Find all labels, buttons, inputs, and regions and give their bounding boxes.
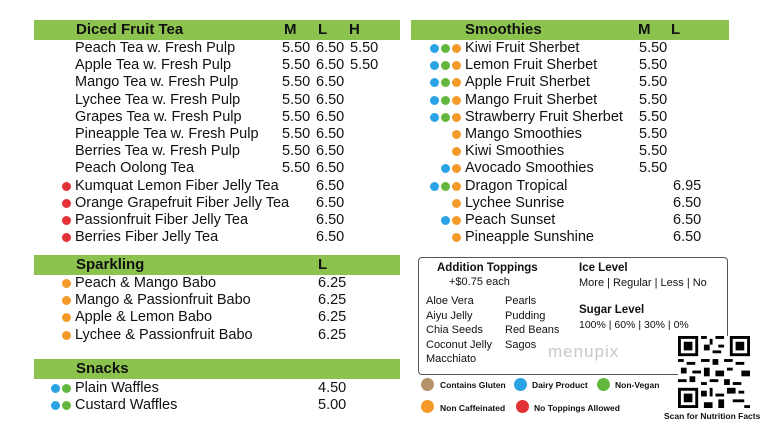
menu-item <box>465 74 725 91</box>
section-title: Smoothies <box>465 21 542 38</box>
legend-non-vegan: Non-Vegan <box>615 380 660 390</box>
diet-markers <box>430 96 463 105</box>
item-name: Lychee Sunrise <box>465 194 565 211</box>
dairy-dot <box>430 182 439 191</box>
menu-item <box>75 397 395 414</box>
toppings-list-1 <box>426 294 492 367</box>
non-vegan-dot <box>62 384 71 393</box>
gluten-legend-dot <box>421 378 434 391</box>
non-vegan-dot <box>441 182 450 191</box>
ice-level-title: Ice Level <box>579 262 628 274</box>
dairy-dot <box>430 96 439 105</box>
menu-item <box>75 292 395 309</box>
menu-item <box>465 229 725 246</box>
diet-markers <box>62 313 73 322</box>
price-m: 5.50 <box>639 91 668 108</box>
non-vegan-dot <box>441 61 450 70</box>
non-caffeinated-dot <box>62 331 71 340</box>
item-name: Kiwi Fruit Sherbet <box>465 40 580 56</box>
price-l: 6.50 <box>316 194 345 211</box>
non-caffeinated-dot <box>452 113 461 122</box>
topping-item: Macchiato <box>426 353 477 365</box>
diet-markers <box>441 164 463 173</box>
non-caffeinated-dot <box>452 233 461 242</box>
non-vegan-dot <box>441 44 450 53</box>
item-name: Kiwi Smoothies <box>465 143 565 160</box>
diet-markers <box>62 331 73 340</box>
non-caffeinated-legend-dot <box>421 400 434 413</box>
col-m: M <box>284 21 297 38</box>
legend-gluten: Contains Gluten <box>440 380 506 390</box>
price-l: 6.50 <box>316 160 345 177</box>
item-name: Lemon Fruit Sherbet <box>465 57 598 74</box>
item-name: Mango Tea w. Fresh Pulp <box>75 74 239 91</box>
topping-item: Pudding <box>505 309 546 322</box>
item-name: Peach Oolong Tea <box>75 160 195 177</box>
non-caffeinated-dot <box>452 216 461 225</box>
price-l: 6.50 <box>316 126 345 142</box>
topping-item: Red Beans <box>505 324 560 336</box>
col-h: H <box>349 21 360 38</box>
menu-item <box>75 143 395 160</box>
price-m: 5.50 <box>639 143 668 160</box>
price-l: 6.50 <box>316 40 345 56</box>
col-l: L <box>671 21 681 38</box>
dairy-dot <box>430 113 439 122</box>
dairy-dot <box>51 384 60 393</box>
price-l: 6.50 <box>673 194 702 211</box>
menu-item <box>75 126 395 143</box>
item-name: Apple & Lemon Babo <box>75 309 213 326</box>
price-m: 5.50 <box>282 126 311 142</box>
smoothies-header <box>411 20 729 40</box>
diet-markers <box>62 233 73 242</box>
price-l: 6.50 <box>316 143 345 160</box>
dairy-dot <box>430 78 439 87</box>
diet-markers <box>430 61 463 70</box>
item-name: Avocado Smoothies <box>465 160 594 177</box>
item-name: Mango Fruit Sherbet <box>465 91 598 108</box>
col-m: M <box>638 21 651 38</box>
menu-item <box>465 109 725 126</box>
menu-item <box>75 92 395 109</box>
price-m: 5.50 <box>639 57 668 74</box>
topping-item: Sagos <box>505 338 537 351</box>
price-l: 6.50 <box>673 229 702 246</box>
diet-markers <box>62 296 73 305</box>
diet-markers <box>62 199 73 208</box>
dairy-legend-dot <box>514 378 527 391</box>
price-l: 6.25 <box>318 275 347 291</box>
topping-item: Chia Seeds <box>426 324 483 336</box>
qr-code-icon[interactable] <box>678 336 750 408</box>
menu-item <box>465 212 725 229</box>
legend-dairy: Dairy Product <box>532 380 588 390</box>
no-toppings-dot <box>62 216 71 225</box>
menu-item <box>75 178 395 195</box>
price-m: 5.50 <box>282 160 311 177</box>
no-toppings-dot <box>62 233 71 242</box>
item-name: Apple Tea w. Fresh Pulp <box>75 57 232 74</box>
diet-markers <box>441 216 463 225</box>
menu-item <box>75 380 395 397</box>
no-toppings-dot <box>62 199 71 208</box>
item-name: Kumquat Lemon Fiber Jelly Tea <box>75 177 279 194</box>
menu-item <box>75 160 395 177</box>
diet-markers <box>51 401 73 410</box>
menu-item <box>75 275 395 292</box>
non-caffeinated-dot <box>452 78 461 87</box>
dairy-dot <box>441 216 450 225</box>
dairy-dot <box>51 401 60 410</box>
non-caffeinated-dot <box>452 182 461 191</box>
item-name: Mango & Passionfruit Babo <box>75 292 251 309</box>
non-caffeinated-dot <box>62 279 71 288</box>
toppings-price: +$0.75 each <box>449 276 510 288</box>
diet-markers <box>62 182 73 191</box>
price-l: 6.50 <box>673 212 702 228</box>
col-l: L <box>318 256 328 273</box>
price-m: 5.50 <box>282 91 311 108</box>
non-caffeinated-dot <box>452 164 461 173</box>
diet-markers <box>62 216 73 225</box>
non-vegan-dot <box>441 78 450 87</box>
non-caffeinated-dot <box>62 296 71 305</box>
price-m: 5.50 <box>282 108 311 125</box>
item-name: Lychee Tea w. Fresh Pulp <box>75 91 241 108</box>
topping-item: Pearls <box>505 295 537 307</box>
price-m: 5.50 <box>639 160 668 177</box>
item-name: Mango Smoothies <box>465 126 582 142</box>
non-vegan-dot <box>441 96 450 105</box>
sugar-level-title: Sugar Level <box>579 304 645 316</box>
price-l: 6.50 <box>316 108 345 125</box>
menu-item <box>75 74 395 91</box>
topping-item: Coconut Jelly <box>426 338 493 351</box>
menu-item <box>75 229 395 246</box>
menu-item <box>465 57 725 74</box>
menu-item <box>465 160 725 177</box>
diet-markers <box>430 113 463 122</box>
diet-markers <box>452 147 463 156</box>
legend-no-toppings: No Toppings Allowed <box>534 403 620 413</box>
non-caffeinated-dot <box>452 199 461 208</box>
non-vegan-dot <box>62 401 71 410</box>
menu-item <box>465 195 725 212</box>
item-name: Berries Tea w. Fresh Pulp <box>75 143 240 160</box>
price-m: 5.50 <box>639 126 668 142</box>
item-name: Passionfruit Fiber Jelly Tea <box>75 212 249 228</box>
item-name: Peach Sunset <box>465 212 556 228</box>
price-l: 6.50 <box>316 91 345 108</box>
diet-markers <box>452 233 463 242</box>
item-name: Apple Fruit Sherbet <box>465 74 590 91</box>
non-vegan-legend-dot <box>597 378 610 391</box>
non-caffeinated-dot <box>452 147 461 156</box>
diet-markers <box>430 182 463 191</box>
item-name: Peach & Mango Babo <box>75 275 217 291</box>
price-m: 5.50 <box>639 108 668 125</box>
menu-item <box>465 126 725 143</box>
diet-markers <box>62 279 73 288</box>
price-m: 5.50 <box>282 143 311 160</box>
diet-markers <box>51 384 73 393</box>
price-h: 5.50 <box>350 57 379 74</box>
diced-fruit-tea-header <box>34 20 400 40</box>
non-caffeinated-dot <box>452 96 461 105</box>
non-caffeinated-dot <box>452 61 461 70</box>
dairy-dot <box>441 164 450 173</box>
toppings-title: Addition Toppings <box>437 262 538 274</box>
qr-caption: Scan for Nutrition Facts <box>664 411 761 421</box>
menu-item <box>465 40 725 57</box>
price-l: 6.50 <box>316 74 345 91</box>
diet-markers <box>452 199 463 208</box>
menu-item <box>465 92 725 109</box>
item-name: Berries Fiber Jelly Tea <box>75 229 219 246</box>
item-name: Strawberry Fruit Sherbet <box>465 108 623 125</box>
no-toppings-legend-dot <box>516 400 529 413</box>
menu-item <box>75 309 395 326</box>
diet-markers <box>430 78 463 87</box>
dairy-dot <box>430 61 439 70</box>
menu-item <box>75 40 395 57</box>
topping-item: Aiyu Jelly <box>426 309 473 322</box>
menu-item <box>465 178 725 195</box>
price-l: 6.95 <box>673 177 702 194</box>
sugar-level-options: 100% | 60% | 30% | 0% <box>579 319 689 331</box>
sparkling-header <box>34 255 400 275</box>
price-m: 5.50 <box>282 57 311 74</box>
section-title: Sparkling <box>76 256 145 273</box>
price-l: 6.25 <box>318 326 347 343</box>
price-l: 6.50 <box>316 229 345 246</box>
topping-item: Aloe Vera <box>426 295 474 307</box>
price-l: 6.50 <box>316 212 345 228</box>
price-m: 5.50 <box>639 40 668 56</box>
non-caffeinated-dot <box>452 130 461 139</box>
price-h: 5.50 <box>350 40 379 56</box>
item-name: Dragon Tropical <box>465 177 568 194</box>
col-l: L <box>318 21 328 38</box>
item-name: Pineapple Sunshine <box>465 229 594 246</box>
no-toppings-dot <box>62 182 71 191</box>
dairy-dot <box>430 44 439 53</box>
diet-markers <box>452 130 463 139</box>
diet-markers <box>430 44 463 53</box>
menu-item <box>75 212 395 229</box>
item-name: Peach Tea w. Fresh Pulp <box>75 40 236 56</box>
menu-item <box>75 327 395 344</box>
non-vegan-dot <box>441 113 450 122</box>
item-name: Custard Waffles <box>75 397 178 414</box>
price-l: 6.50 <box>316 177 345 194</box>
menu-item <box>465 143 725 160</box>
price-l: 6.25 <box>318 309 347 326</box>
price-m: 5.50 <box>639 74 668 91</box>
price-l: 6.50 <box>316 57 345 74</box>
non-caffeinated-dot <box>62 313 71 322</box>
section-title: Snacks <box>76 360 129 377</box>
snacks-header <box>34 359 400 379</box>
section-title: Diced Fruit Tea <box>76 21 184 38</box>
item-name: Lychee & Passionfruit Babo <box>75 326 253 343</box>
menu-item <box>75 57 395 74</box>
non-caffeinated-dot <box>452 44 461 53</box>
price-m: 5.50 <box>282 40 311 56</box>
item-name: Grapes Tea w. Fresh Pulp <box>75 108 242 125</box>
ice-level-options: More | Regular | Less | No <box>579 277 707 289</box>
item-name: Plain Waffles <box>75 380 159 396</box>
watermark: menupix <box>548 342 620 361</box>
price-price: 4.50 <box>318 380 347 396</box>
price-price: 5.00 <box>318 397 347 414</box>
menu-item <box>75 195 395 212</box>
price-l: 6.25 <box>318 292 347 309</box>
menu-item <box>75 109 395 126</box>
item-name: Pineapple Tea w. Fresh Pulp <box>75 126 259 142</box>
legend-non-caffeinated: Non Caffeinated <box>440 403 506 413</box>
price-m: 5.50 <box>282 74 311 91</box>
item-name: Orange Grapefruit Fiber Jelly Tea <box>75 194 290 211</box>
